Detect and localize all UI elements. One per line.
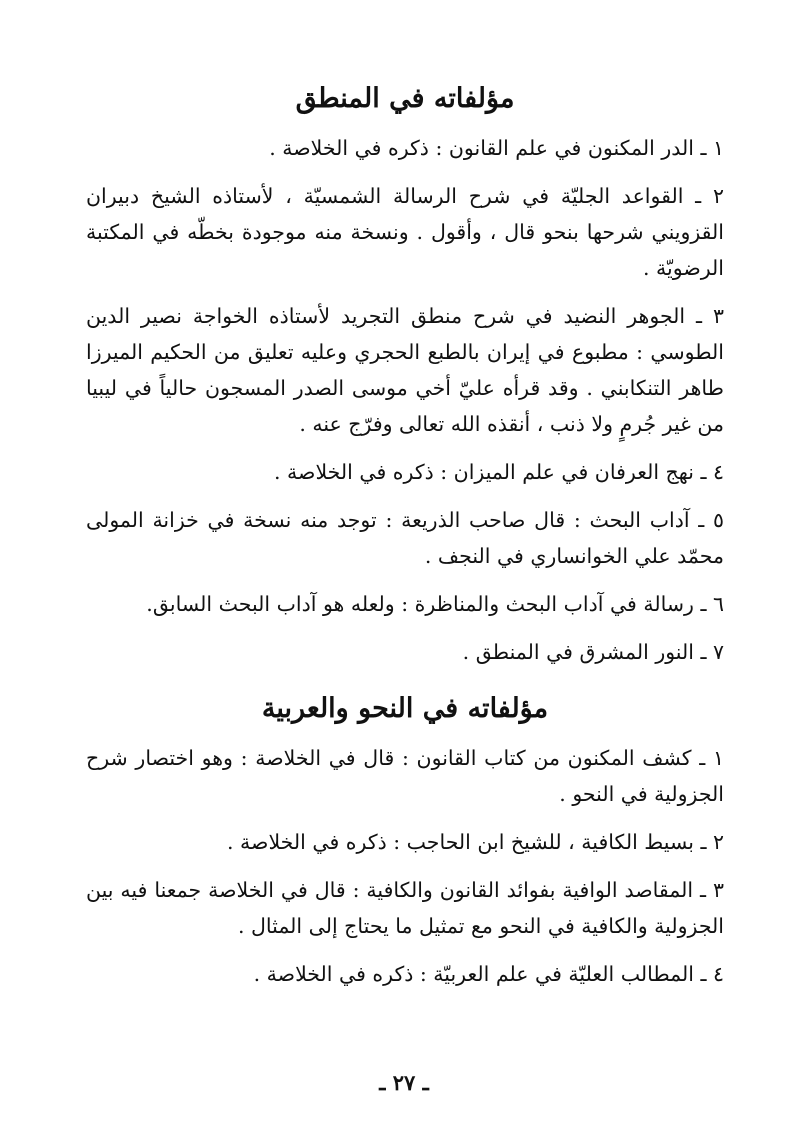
list-item: ٤ ـ نهج العرفان في علم الميزان : ذكره في الخلاصة .	[274, 460, 724, 484]
list-item: ٣ ـ الجوهر النضيد في شرح منطق التجريد لأستاذه الخواجة نصير الدين الطوسي : مطبوع في إيران بالطبع الحجري وعليه تعليق من الحكيم الميرزا طاهر التنكابني . وقد قرأه عليّ أخي موسى الصدر المسجون حالياً في ليبيا من غير جُرمٍ ولا ذنب ، أنقذه الله تعالى وفرّج عنه .	[86, 304, 724, 436]
list-item: ١ ـ كشف المكنون من كتاب القانون : قال في الخلاصة : وهو اختصار شرح الجزولية في النحو .	[86, 746, 724, 806]
list-item: ٣ ـ المقاصد الوافية بفوائد القانون والكافية : قال في الخلاصة جمعنا فيه بين الجزولية والكافية في النحو مع تمثيل ما يحتاج إلى المثال .	[86, 878, 724, 938]
list-item: ١ ـ الدر المكنون في علم القانون : ذكره في الخلاصة .	[269, 136, 724, 160]
list-item: ٦ ـ رسالة في آداب البحث والمناظرة : ولعله هو آداب البحث السابق.	[146, 592, 724, 616]
list-item: ٧ ـ النور المشرق في المنطق .	[462, 640, 724, 664]
page-number: ـ ٢٧ ـ	[379, 1070, 429, 1095]
list-item: ٢ ـ القواعد الجليّة في شرح الرسالة الشمسيّة ، لأستاذه الشيخ دبيران القزويني شرحها بنحو قال ، وأقول . ونسخة منه موجودة بخطّه في المكتبة الرضويّة .	[86, 184, 724, 280]
logic-works-section	[86, 78, 724, 670]
list-item: ٥ ـ آداب البحث : قال صاحب الذريعة : توجد منه نسخة في خزانة المولى محمّد علي الخوانساري في النجف .	[86, 508, 724, 568]
list-item: ٤ ـ المطالب العليّة في علم العربيّة : ذكره في الخلاصة .	[253, 962, 724, 986]
section-title-logic: مؤلفاته في المنطق	[295, 83, 515, 114]
list-item: ٢ ـ بسيط الكافية ، للشيخ ابن الحاجب : ذكره في الخلاصة .	[227, 830, 724, 854]
section-title-grammar: مؤلفاته في النحو والعربية	[261, 693, 549, 724]
grammar-works-section	[86, 688, 724, 992]
